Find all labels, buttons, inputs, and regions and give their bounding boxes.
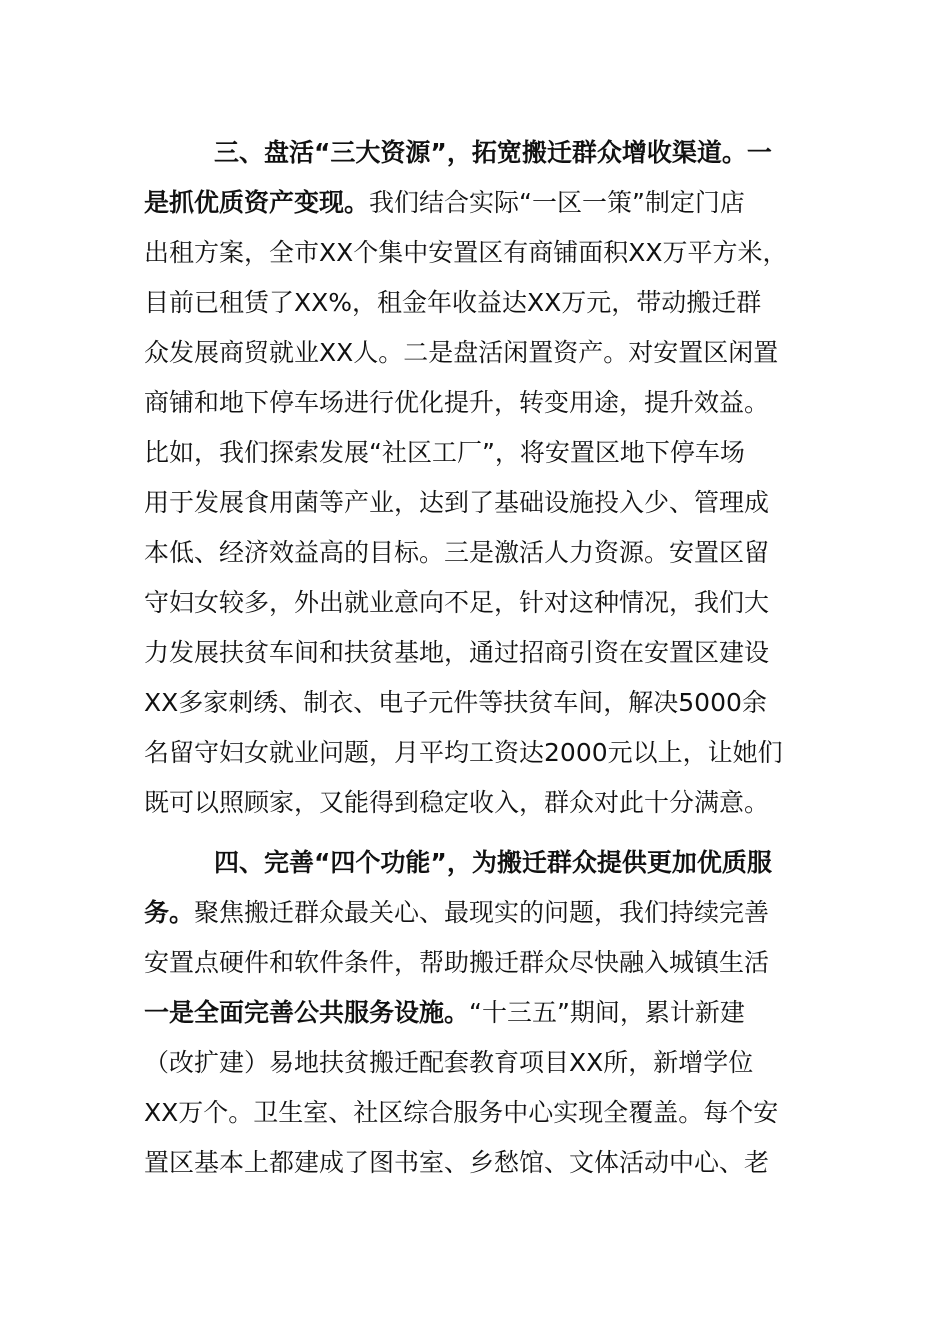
- text-line: [144, 528, 824, 578]
- text-segment: 我们结合实际“一区一策”制定门店: [369, 188, 745, 217]
- text-segment: 安置点硬件和软件条件，帮助搬迁群众尽快融入城镇生活: [144, 948, 770, 977]
- text-segment: 力发展扶贫车间和扶贫基地，通过招商引资在安置区建设: [144, 638, 770, 667]
- text-line: [144, 1138, 824, 1188]
- text-segment: 守妇女较多，外出就业意向不足，针对这种情况，我们大: [144, 588, 770, 617]
- text-segment: 出租方案，全市XX个集中安置区有商铺面积XX万平方米，: [144, 238, 788, 267]
- text-line: [144, 1088, 824, 1138]
- text-line: [144, 1038, 824, 1088]
- text-segment: “十三五”期间，累计新建: [469, 998, 745, 1027]
- text-line: [144, 278, 824, 328]
- text-line: [144, 128, 824, 178]
- text-line: [144, 938, 824, 988]
- text-line: [144, 428, 824, 478]
- text-line: [144, 478, 824, 528]
- text-line: [144, 628, 824, 678]
- text-segment: 目前已租赁了XX%，租金年收益达XX万元，带动搬迁群: [144, 288, 762, 317]
- text-line: [144, 728, 824, 778]
- text-segment: 比如，我们探索发展“社区工厂”，将安置区地下停车场: [144, 438, 745, 467]
- text-segment: 用于发展食用菌等产业，达到了基础设施投入少、管理成: [144, 488, 770, 517]
- text-line: [144, 778, 824, 828]
- bold-text-segment: 是抓优质资产变现。: [144, 188, 370, 217]
- bold-text-segment: 三、盘活“三大资源”，拓宽搬迁群众增收渠道。一: [214, 138, 772, 167]
- text-segment: 聚焦搬迁群众最关心、最现实的问题，我们持续完善: [194, 898, 770, 927]
- text-line: [144, 178, 824, 228]
- text-segment: 既可以照顾家，又能得到稳定收入，群众对此十分满意。: [144, 788, 770, 817]
- text-segment: 商铺和地下停车场进行优化提升，转变用途，提升效益。: [144, 388, 770, 417]
- bold-text-segment: 四、完善“四个功能”，为搬迁群众提供更加优质服: [214, 848, 772, 877]
- paragraph-section-3: [144, 128, 824, 828]
- text-segment: （改扩建）易地扶贫搬迁配套教育项目XX所，新增学位: [144, 1048, 754, 1077]
- text-line: [144, 888, 824, 938]
- bold-text-segment: 务。: [144, 898, 195, 927]
- paragraph-section-4: [144, 838, 824, 1188]
- text-line: [144, 838, 824, 888]
- bold-text-segment: 一是全面完善公共服务设施。: [144, 998, 470, 1027]
- text-line: [144, 578, 824, 628]
- text-segment: 本低、经济效益高的目标。三是激活人力资源。安置区留: [144, 538, 770, 567]
- text-line: [144, 378, 824, 428]
- text-line: [144, 678, 824, 728]
- text-segment: XX万个。卫生室、社区综合服务中心实现全覆盖。每个安: [144, 1098, 779, 1127]
- text-segment: 众发展商贸就业XX人。二是盘活闲置资产。对安置区闲置: [144, 338, 779, 367]
- text-segment: 名留守妇女就业问题，月平均工资达2000元以上，让她们: [144, 738, 783, 767]
- text-line: [144, 988, 824, 1038]
- text-segment: XX多家刺绣、制衣、电子元件等扶贫车间，解决5000余: [144, 688, 767, 717]
- text-segment: 置区基本上都建成了图书室、乡愁馆、文体活动中心、老: [144, 1148, 770, 1177]
- text-line: [144, 228, 824, 278]
- text-line: [144, 328, 824, 378]
